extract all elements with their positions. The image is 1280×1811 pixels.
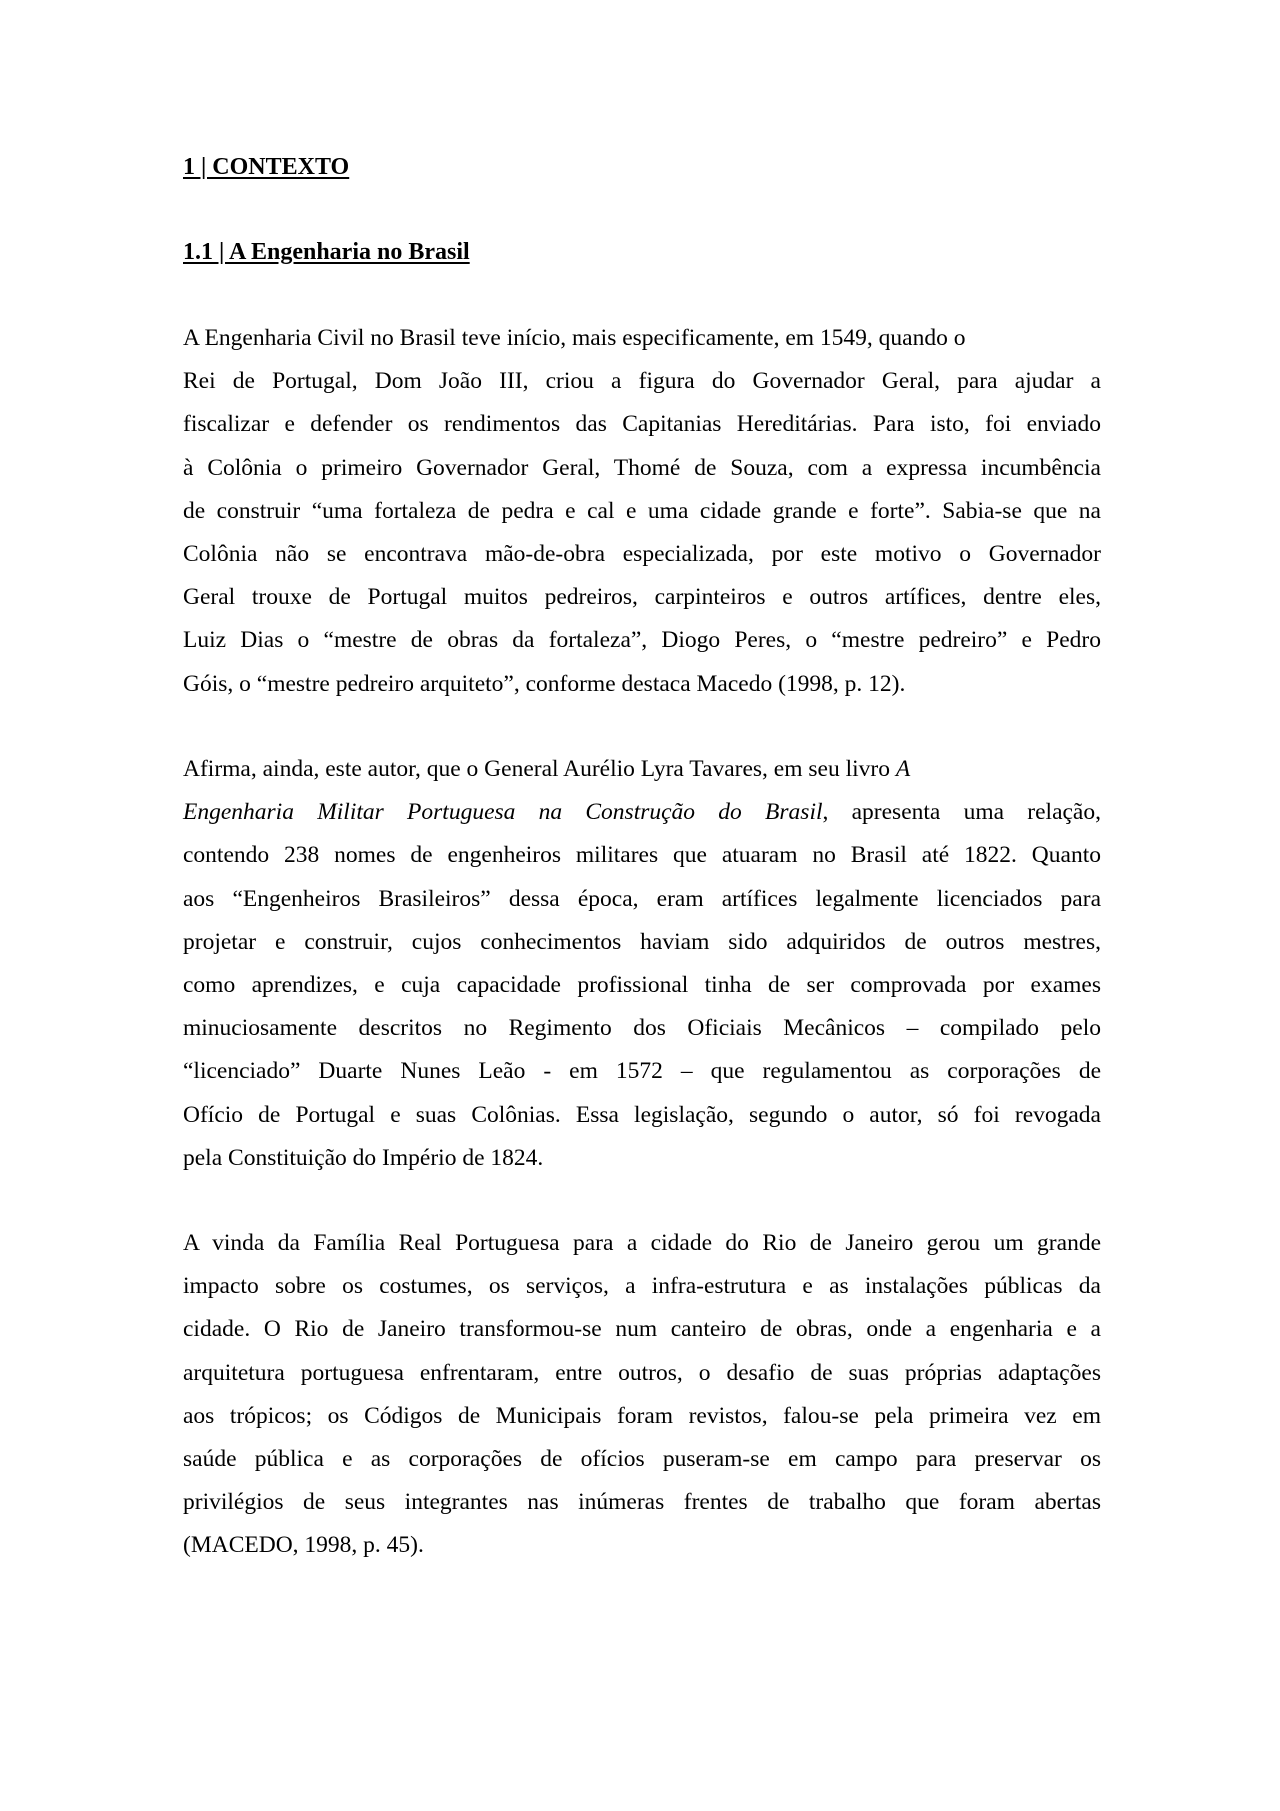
paragraph-line: A Engenharia Civil no Brasil teve início, mais especificamente, em 1549, quando o [183,325,966,351]
paragraph-line: (MACEDO, 1998, p. 45). [183,1532,424,1559]
paragraph-line: cidade. O Rio de Janeiro transformou-se num canteiro de obras, onde a engenharia e a [183,1316,1101,1343]
paragraph-line: minuciosamente descritos no Regimento dos Oficiais Mecânicos – compilado pelo [183,1015,1101,1042]
paragraph-line [183,748,1101,791]
paragraph-line: Colônia não se encontrava mão-de-obra especializada, por este motivo o Governador [183,540,1101,567]
section-heading: 1 | CONTEXTO [183,154,350,180]
paragraph-line: Ofício de Portugal e suas Colônias. Essa legislação, segundo o autor, só foi revogada [183,1101,1101,1128]
paragraph-line: saúde pública e as corporações de ofícios puseram-se em campo para preservar os [183,1445,1101,1472]
subsection-heading: 1.1 | A Engenharia no Brasil [183,239,470,265]
paragraph-2 [183,748,1101,1180]
paragraph-line: pela Constituição do Império de 1824. [183,1144,544,1171]
paragraph-line: Luiz Dias o “mestre de obras da fortaleza”, Diogo Peres, o “mestre pedreiro” e Pedro [183,627,1101,654]
paragraph-1 [183,317,1101,706]
paragraph-line: aos trópicos; os Códigos de Municipais foram revistos, falou-se pela primeira vez em [183,1402,1101,1429]
paragraph-line: arquitetura portuguesa enfrentaram, entre outros, o desafio de suas próprias adaptações [183,1359,1101,1386]
line-text: Afirma, ainda, este autor, que o General Aurélio Lyra Tavares, em seu livro [183,756,896,782]
paragraph-line: “licenciado” Duarte Nunes Leão - em 1572 – que regulamentou as corporações de [183,1058,1101,1085]
paragraph-3 [183,1222,1101,1568]
paragraph-line: impacto sobre os costumes, os serviços, a infra-estrutura e as instalações públicas da [183,1273,1101,1300]
paragraph-line: de construir “uma fortaleza de pedra e cal e uma cidade grande e forte”. Sabia-se que na [183,497,1101,524]
paragraph-line: à Colônia o primeiro Governador Geral, Thomé de Souza, com a expressa incumbência [183,454,1101,481]
paragraph-line: Rei de Portugal, Dom João III, criou a figura do Governador Geral, para ajudar a [183,368,1101,395]
paragraph-line: A vinda da Família Real Portuguesa para a cidade do Rio de Janeiro gerou um grande [183,1230,1101,1256]
paragraph-line: como aprendizes, e cuja capacidade profissional tinha de ser comprovada por exames [183,971,1101,998]
book-title-part-1: A [895,756,911,782]
paragraph-line: projetar e construir, cujos conhecimentos haviam sido adquiridos de outros mestres, [183,928,1101,955]
paragraph-line: contendo 238 nomes de engenheiros militares que atuaram no Brasil até 1822. Quanto [183,842,1101,869]
paragraph-line: fiscalizar e defender os rendimentos das Capitanias Hereditárias. Para isto, foi enviado [183,411,1101,438]
paragraph-line [183,791,1101,834]
paragraph-line: Geral trouxe de Portugal muitos pedreiros, carpinteiros e outros artífices, dentre eles, [183,584,1101,611]
paragraph-line: Góis, o “mestre pedreiro arquiteto”, conforme destaca Macedo (1998, p. 12). [183,670,906,697]
line-text: , apresenta uma relação, [822,799,1101,826]
book-title-part-2: Engenharia Militar Portuguesa na Construção do Brasil [183,799,823,826]
paragraph-line: aos “Engenheiros Brasileiros” dessa época, eram artífices legalmente licenciados para [183,885,1101,912]
paragraph-line: privilégios de seus integrantes nas inúmeras frentes de trabalho que foram abertas [183,1489,1101,1516]
